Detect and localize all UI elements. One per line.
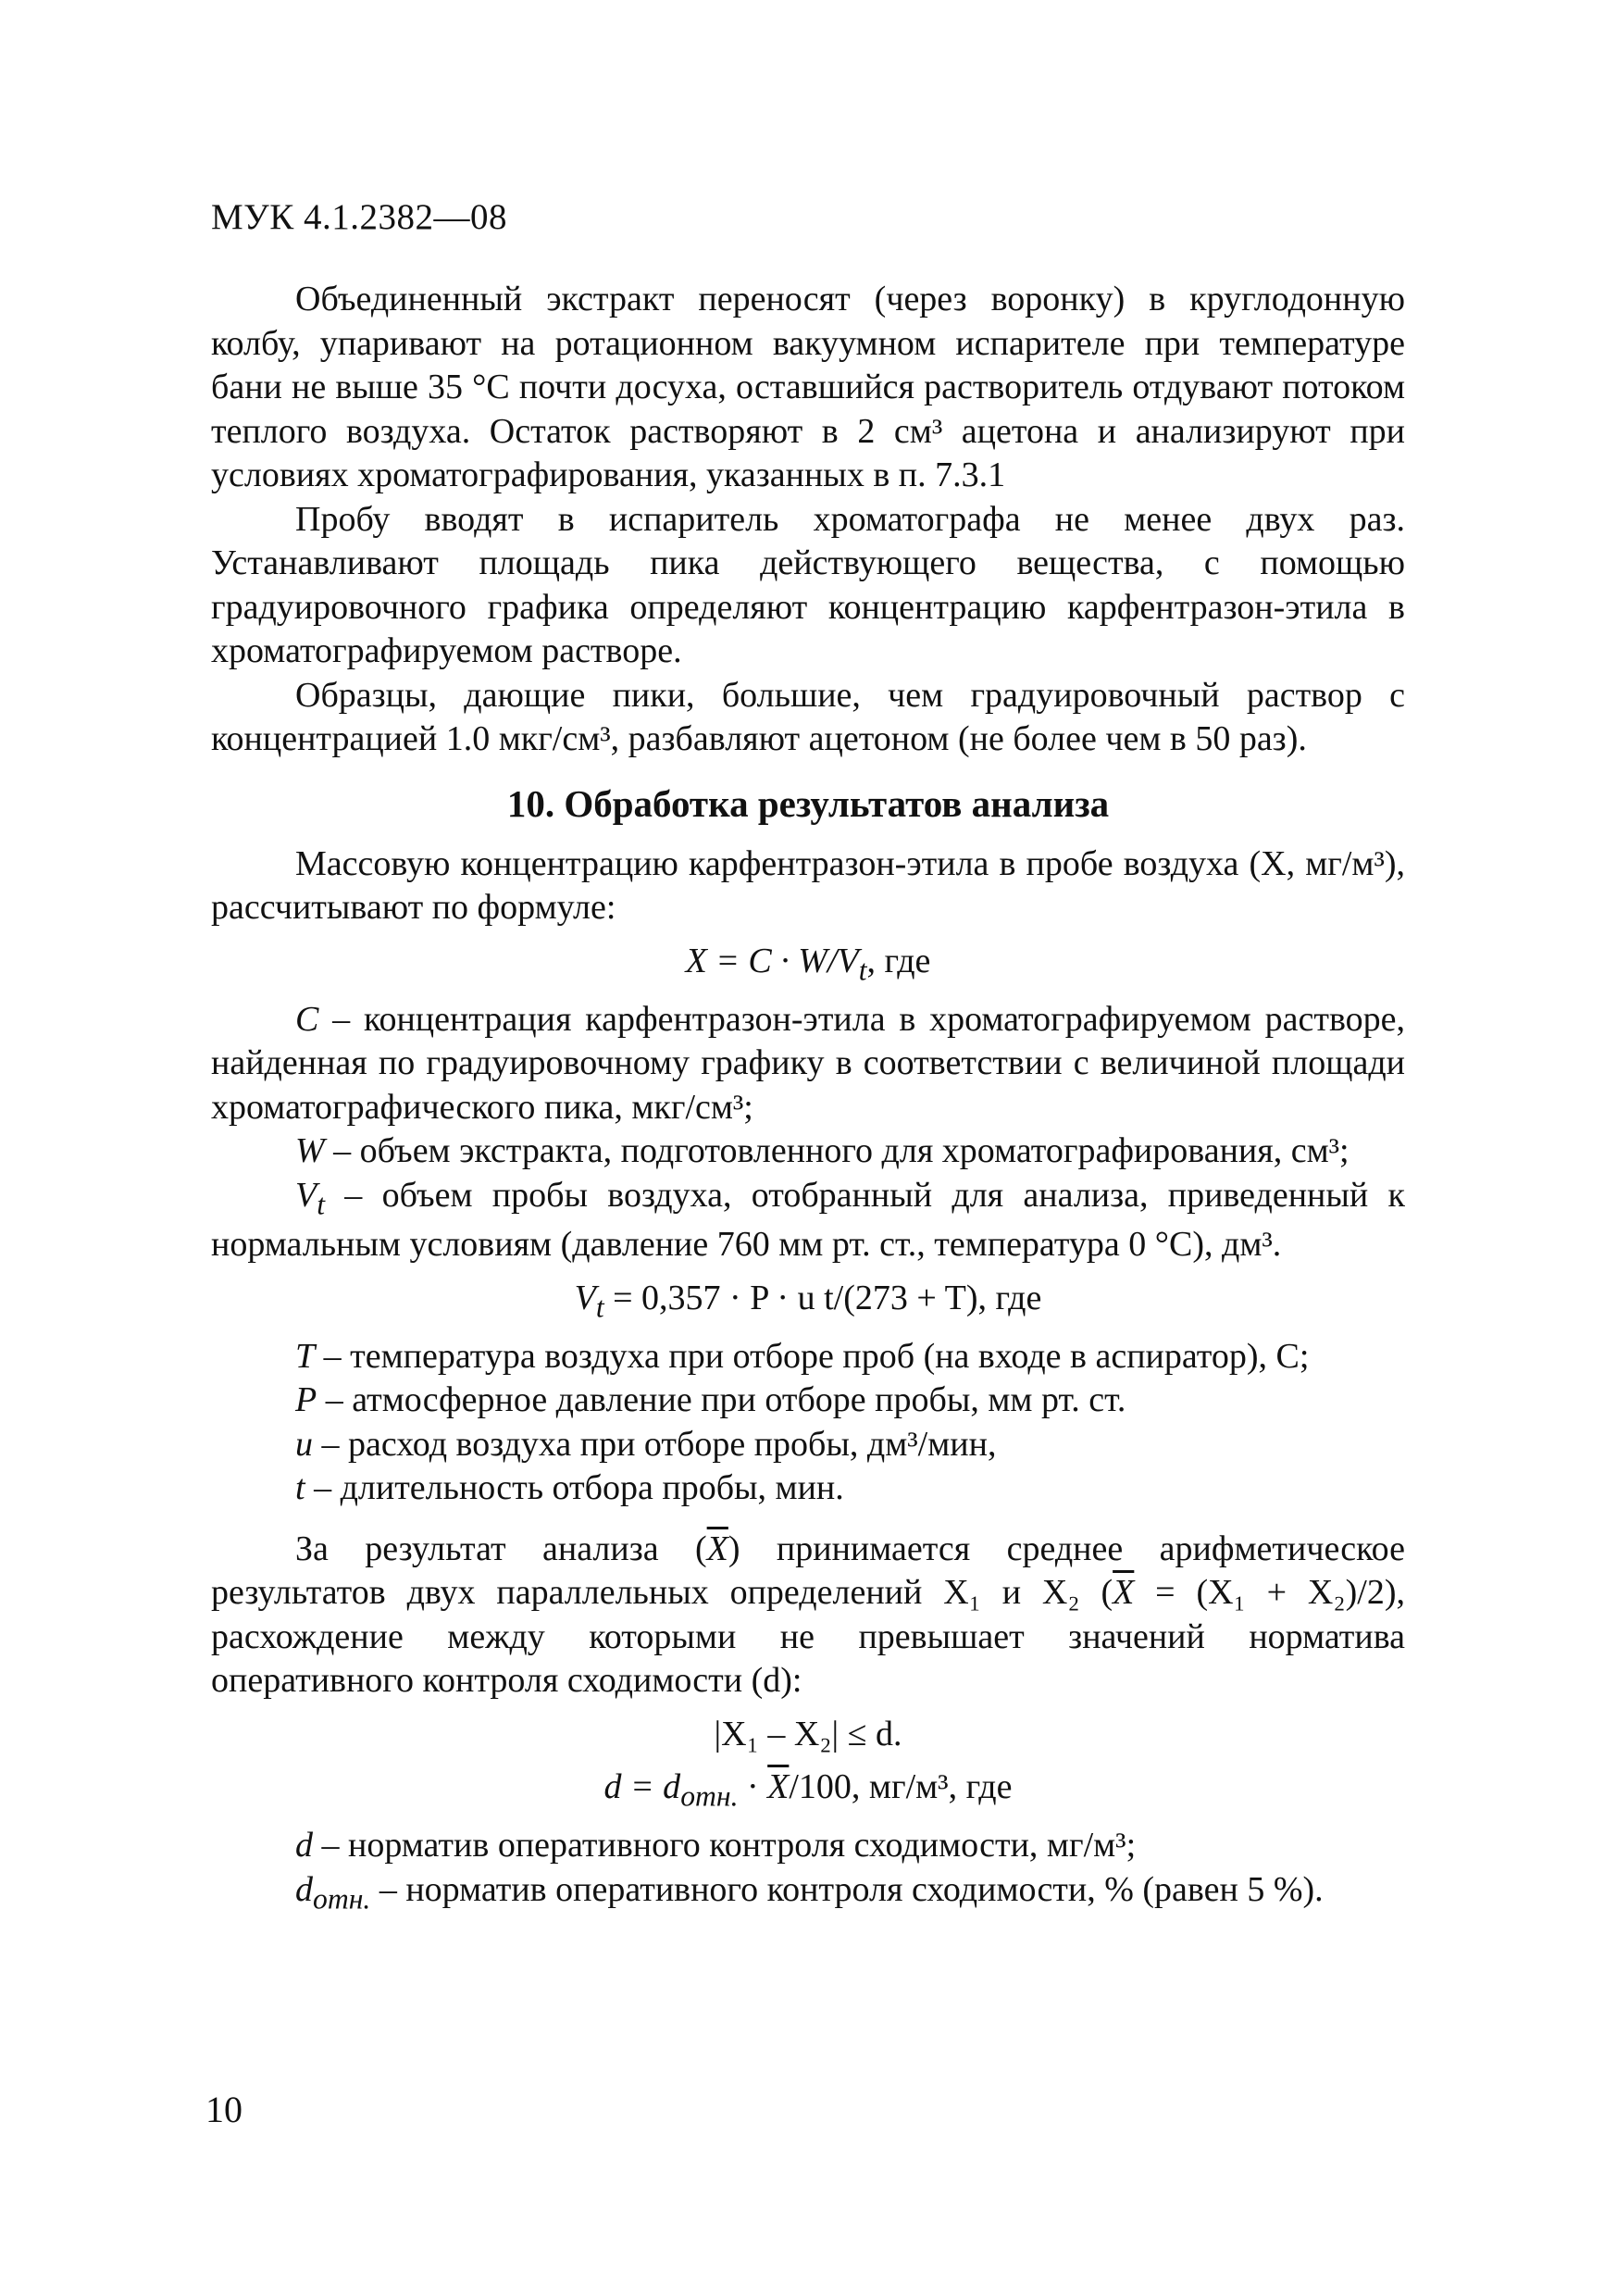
definition-t-temp: T – температура воздуха при отборе проб (на входе в аспиратор), С; <box>295 1336 1310 1376</box>
paragraph-injection: Пробу вводят в испаритель хроматографа не менее двух раз. Устанавливают площадь пика действующего вещества, с помощью градуировочного графика определяют концентрацию карфентразон-этила в хроматографируемом растворе. <box>211 499 1405 670</box>
definition-d-otn: $d_{отн.}$ – норматив оперативного контроля сходимости, % (равен 5 %). <box>295 1869 1324 1915</box>
formula-x: $X = C \cdot W/V_t$, где <box>685 941 931 987</box>
definition-vt: $V_t$ – объем пробы воздуха, отобранный для анализа, приведенный к нормальным условиям (давление 760 мм рт. ст., температура 0 °С), дм³. <box>211 1175 1405 1265</box>
definition-t-duration: t – длительность отбора пробы, мин. <box>295 1468 844 1508</box>
formula-difference: |X₁ – X₂| ≤ d. <box>714 1714 902 1753</box>
formula-d: $d = d_{отн.} \cdot \overline{X}/100$, мг/м³, где <box>603 1767 1013 1813</box>
formula-vt: $V_t = 0,357 \cdot P \cdot u$ t/(273 + T), где <box>574 1278 1042 1324</box>
page-number: 10 <box>205 2089 243 2130</box>
definition-u: u – расход воздуха при отборе пробы, дм³/мин, <box>295 1424 997 1464</box>
document-header: МУК 4.1.2382—08 <box>211 197 508 237</box>
page-content <box>211 278 1405 1917</box>
paragraph-extract: Объединенный экстракт переносят (через воронку) в круглодонную колбу, упаривают на ротационном вакуумном испарителе при температуре бани не выше 35 °С почти досуха, оставшийся растворитель отдувают потоком теплого воздуха. Остаток растворяют в 2 см³ ацетона и анализируют при условиях хроматографирования, указанных в п. 7.3.1 <box>211 280 1405 494</box>
paragraph-result: За результат анализа $(\overline{X})$ принимается среднее арифметическое результатов двух параллельных определений X₁ и X₂ $(\overline{X} = (X_1 + X_2)/2)$, расхождение между которыми не превышает значений норматива оперативного контроля сходимости (d): <box>211 1529 1405 1701</box>
paragraph-dilution: Образцы, дающие пики, большие, чем градуировочный раствор с концентрацией 1.0 мкг/см³, разбавляют ацетоном (не более чем в 50 раз). <box>211 675 1405 758</box>
section-heading: 10. Обработка результатов анализа <box>506 781 1110 825</box>
definition-d: d – норматив оперативного контроля сходимости, мг/м³; <box>295 1826 1137 1866</box>
definition-p: P – атмосферное давление при отборе пробы, мм рт. ст. <box>295 1380 1126 1420</box>
paragraph-mass-concentration: Массовую концентрацию карфентразон-этила в пробе воздуха (X, мг/м³), рассчитывают по формуле: <box>211 843 1405 928</box>
definition-w: W – объем экстракта, подготовленного для хроматографирования, см³; <box>295 1131 1350 1171</box>
definition-c: C – концентрация карфентразон-этила в хроматографируемом растворе, найденная по градуировочному графику в соответствии с величиной площади хроматографического пика, мкг/см³; <box>211 999 1405 1127</box>
